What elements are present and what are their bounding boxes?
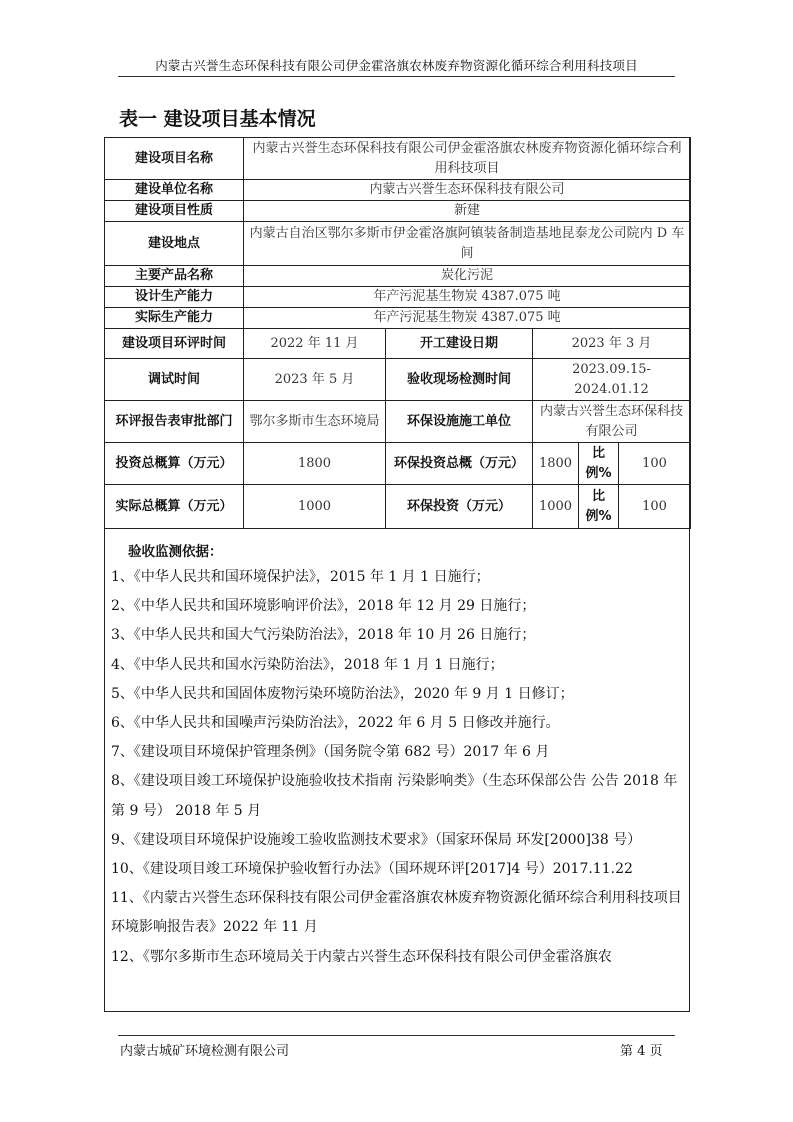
section-title: 表一 建设项目基本情况 — [119, 108, 316, 130]
env-invest-label: 环保投资总概（万元） — [386, 443, 533, 485]
project-info-table — [104, 137, 691, 529]
design-capacity-value: 年产污泥基生物炭 4387.075 吨 — [244, 287, 691, 308]
table-row — [105, 287, 691, 308]
header-title: 内蒙古兴誉生态环保科技有限公司伊金霍洛旗农林废弃物资源化循环综合利用科技项目 — [155, 58, 638, 73]
header-divider — [118, 76, 675, 77]
ratio-value: 100 — [619, 443, 691, 485]
footer-company: 内蒙古城矿环境检测有限公司 — [120, 1044, 290, 1059]
table-row — [105, 329, 691, 359]
eia-time-label: 建设项目环评时间 — [105, 329, 244, 359]
env-invest-value: 1800 — [533, 443, 579, 485]
table-row — [105, 201, 691, 222]
product-value: 炭化污泥 — [244, 266, 691, 287]
project-info-frame — [104, 137, 690, 1012]
list-item: 12、《鄂尔多斯市生态环境局关于内蒙古兴誉生态环保科技有限公司伊金霍洛旗农 — [111, 948, 612, 965]
list-item: 4、《中华人民共和国水污染防治法》，2018 年 1 月 1 日施行； — [111, 656, 504, 673]
page-number: 第 4 页 — [620, 1044, 663, 1059]
table-row — [105, 308, 691, 329]
table-row — [105, 222, 691, 266]
table-row — [105, 266, 691, 287]
table-row — [105, 359, 691, 401]
actual-ratio-value: 100 — [619, 485, 691, 529]
debug-time-label: 调试时间 — [105, 359, 244, 401]
table-row — [105, 180, 691, 201]
actual-ratio-label: 比例% — [579, 485, 619, 529]
approval-dept-label: 环评报告表审批部门 — [105, 401, 244, 443]
list-item: 6、《中华人民共和国噪声污染防治法》，2022 年 6 月 5 日修改并施行。 — [111, 715, 560, 732]
monitoring-time-label: 验收现场检测时间 — [386, 359, 533, 401]
location-label: 建设地点 — [105, 222, 244, 266]
start-date-label: 开工建设日期 — [386, 329, 533, 359]
construction-unit-value: 内蒙古兴誉生态环保科技有限公司 — [533, 401, 691, 443]
list-item: 9、《建设项目环境保护设施竣工验收监测技术要求》（国家环保局 环发[2000]38 号） — [111, 831, 642, 848]
construction-unit-label: 环保设施施工单位 — [386, 401, 533, 443]
list-item: 1、《中华人民共和国环境保护法》，2015 年 1 月 1 日施行； — [111, 569, 490, 585]
approval-dept-value: 鄂尔多斯市生态环境局 — [244, 401, 386, 443]
table-row — [105, 138, 691, 180]
project-name-value: 内蒙古兴誉生态环保科技有限公司伊金霍洛旗农林废弃物资源化循环综合利用科技项目 — [244, 138, 691, 180]
actual-invest-label: 实际总概算（万元） — [105, 485, 244, 529]
eia-time-value: 2022 年 11 月 — [244, 329, 386, 359]
list-item: 7、《建设项目环境保护管理条例》（国务院令第 682 号）2017 年 6 月 — [111, 744, 550, 761]
unit-label: 建设单位名称 — [105, 180, 244, 201]
invest-label: 投资总概算（万元） — [105, 443, 244, 485]
list-item: 8、《建设项目竣工环境保护设施验收技术指南 污染影响类》（生态环保部公告 公告 2018 年 第 9 号） 2018 年 5 月 — [111, 773, 678, 819]
nature-label: 建设项目性质 — [105, 201, 244, 222]
list-item: 11、《内蒙古兴誉生态环保科技有限公司伊金霍洛旗农林废弃物资源化循环综合利用科技项目环境影响报告表》2022 年 11 月 — [111, 890, 682, 936]
list-item: 5、《中华人民共和国固体废物污染环境防治法》，2020 年 9 月 1 日修订； — [111, 685, 574, 702]
actual-env-invest-label: 环保投资（万元） — [386, 485, 533, 529]
table-row — [105, 401, 691, 443]
actual-env-invest-value: 1000 — [533, 485, 579, 529]
table-row — [105, 485, 691, 529]
location-value: 内蒙古自治区鄂尔多斯市伊金霍洛旗阿镇装备制造基地昆泰龙公司院内 D 车间 — [244, 222, 691, 266]
actual-invest-value: 1000 — [244, 485, 386, 529]
monitoring-time-value: 2023.09.15-2024.01.12 — [533, 359, 691, 401]
start-date-value: 2023 年 3 月 — [533, 329, 691, 359]
footer-divider — [118, 1035, 675, 1036]
invest-value: 1800 — [244, 443, 386, 485]
product-label: 主要产品名称 — [105, 266, 244, 287]
list-item: 3、《中华人民共和国大气污染防治法》，2018 年 10 月 26 日施行； — [111, 627, 536, 644]
design-capacity-label: 设计生产能力 — [105, 287, 244, 308]
basis-title: 验收监测依据： — [128, 544, 223, 560]
actual-capacity-label: 实际生产能力 — [105, 308, 244, 329]
nature-value: 新建 — [244, 201, 691, 222]
list-item: 2、《中华人民共和国环境影响评价法》，2018 年 12 月 29 日施行； — [111, 598, 536, 615]
acceptance-basis — [105, 541, 691, 972]
debug-time-value: 2023 年 5 月 — [244, 359, 386, 401]
ratio-label: 比例% — [579, 443, 619, 485]
unit-value: 内蒙古兴誉生态环保科技有限公司 — [244, 180, 691, 201]
table-row — [105, 443, 691, 485]
actual-capacity-value: 年产污泥基生物炭 4387.075 吨 — [244, 308, 691, 329]
list-item: 10、《建设项目竣工环境保护验收暂行办法》（国环规环评[2017]4 号）2017.11.22 — [111, 861, 633, 878]
project-name-label: 建设项目名称 — [105, 138, 244, 180]
